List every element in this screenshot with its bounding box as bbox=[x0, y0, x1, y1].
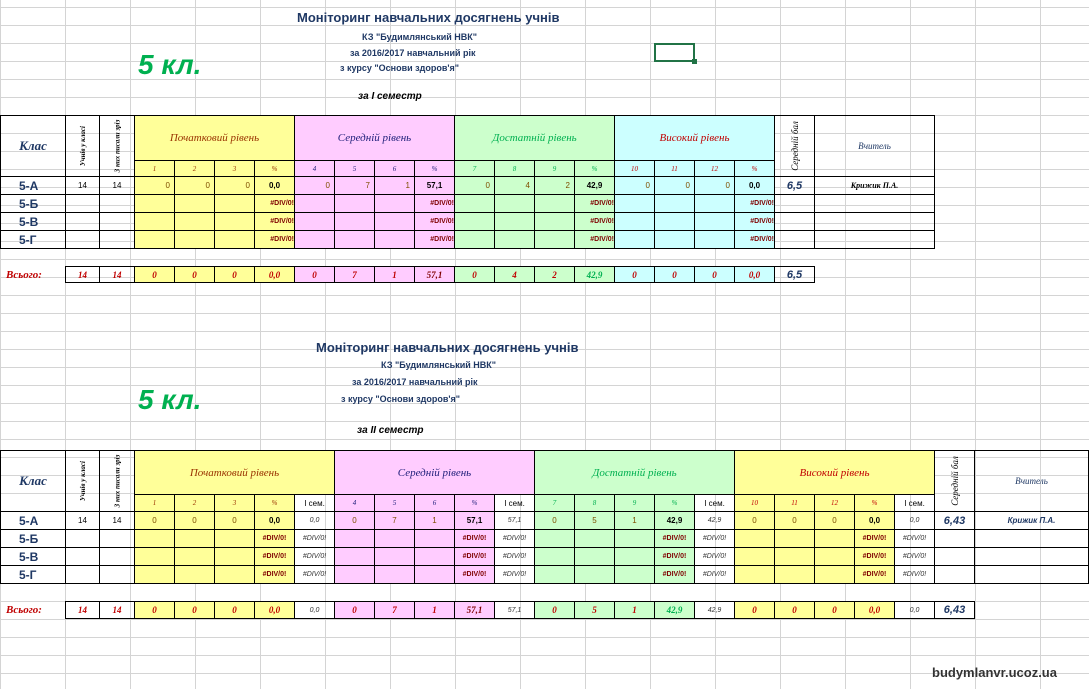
total-cell[interactable]: 0 bbox=[174, 601, 215, 619]
grade-col-header: 1 bbox=[134, 494, 175, 512]
data-cell[interactable] bbox=[614, 194, 655, 213]
data-cell[interactable] bbox=[814, 547, 855, 566]
cell-avg[interactable]: 6,43 bbox=[934, 511, 975, 530]
data-cell[interactable] bbox=[134, 547, 175, 566]
col-header-wrote: З них писали зріз bbox=[99, 450, 135, 512]
data-cell[interactable]: #DIV/0! bbox=[734, 230, 775, 249]
total-cell[interactable]: 0,0 bbox=[734, 266, 775, 283]
data-cell[interactable] bbox=[774, 547, 815, 566]
cell-students[interactable]: 14 bbox=[65, 176, 100, 195]
semester-label: за II семестр bbox=[357, 425, 424, 436]
data-cell[interactable]: #DIV/0! bbox=[734, 212, 775, 231]
data-cell[interactable] bbox=[374, 529, 415, 548]
data-cell[interactable]: #DIV/0! bbox=[894, 565, 935, 584]
level-header-initial: Початковий рівень bbox=[134, 115, 295, 161]
row-label-class: 5-Б bbox=[0, 194, 66, 213]
data-cell[interactable] bbox=[134, 212, 175, 231]
grade-col-header: 10 bbox=[614, 160, 655, 177]
grade-col-header: 5 bbox=[334, 160, 375, 177]
total-cell[interactable]: 0 bbox=[294, 266, 335, 283]
data-cell[interactable]: 0 bbox=[214, 176, 255, 195]
grade-col-header: 1 bbox=[134, 160, 175, 177]
total-cell[interactable]: 0 bbox=[214, 601, 255, 619]
data-cell[interactable]: 0 bbox=[774, 511, 815, 530]
data-cell[interactable]: #DIV/0! bbox=[854, 529, 895, 548]
total-cell[interactable]: 4 bbox=[494, 266, 535, 283]
cell-students[interactable] bbox=[65, 212, 100, 231]
cell-avg[interactable] bbox=[934, 547, 975, 566]
cell-teacher[interactable] bbox=[974, 529, 1089, 548]
total-cell[interactable]: 0 bbox=[614, 266, 655, 283]
col-header-class: Клас bbox=[0, 115, 66, 177]
level-header-high: Високий рівень bbox=[734, 450, 935, 495]
report-block-2 bbox=[0, 330, 1089, 630]
data-cell[interactable] bbox=[614, 212, 655, 231]
cell-students[interactable]: 14 bbox=[65, 511, 100, 530]
data-cell[interactable] bbox=[534, 212, 575, 231]
grade-col-header: І сем. bbox=[694, 494, 735, 512]
data-cell[interactable]: 57,1 bbox=[414, 176, 455, 195]
grade-col-header: % bbox=[734, 160, 775, 177]
data-cell[interactable] bbox=[134, 194, 175, 213]
data-cell[interactable]: 0,0 bbox=[734, 176, 775, 195]
data-cell[interactable]: 0 bbox=[214, 511, 255, 530]
col-header-avg: Середній бал bbox=[774, 115, 815, 177]
total-students[interactable]: 14 bbox=[65, 266, 100, 283]
data-cell[interactable] bbox=[534, 565, 575, 584]
total-cell[interactable]: 2 bbox=[534, 266, 575, 283]
course-name: з курсу "Основи здоров'я" bbox=[340, 63, 460, 73]
cell-teacher[interactable] bbox=[814, 212, 935, 231]
data-cell[interactable]: 0 bbox=[294, 176, 335, 195]
cell-wrote[interactable] bbox=[99, 529, 135, 548]
total-cell[interactable]: 0,0 bbox=[294, 601, 335, 619]
cell-wrote[interactable] bbox=[99, 212, 135, 231]
total-cell[interactable]: 1 bbox=[414, 601, 455, 619]
data-cell[interactable] bbox=[734, 547, 775, 566]
grade-col-header: % bbox=[654, 494, 695, 512]
data-cell[interactable]: #DIV/0! bbox=[254, 565, 295, 584]
level-header-high: Високий рівень bbox=[614, 115, 775, 161]
data-cell[interactable] bbox=[534, 230, 575, 249]
data-cell[interactable]: 1 bbox=[614, 511, 655, 530]
total-cell[interactable]: 57,1 bbox=[494, 601, 535, 619]
data-cell[interactable] bbox=[734, 529, 775, 548]
data-cell[interactable] bbox=[334, 212, 375, 231]
grade-col-header: % bbox=[574, 160, 615, 177]
grade-col-header: 3 bbox=[214, 494, 255, 512]
cell-avg[interactable] bbox=[774, 230, 815, 249]
data-cell[interactable] bbox=[614, 529, 655, 548]
data-cell[interactable]: #DIV/0! bbox=[494, 547, 535, 566]
data-cell[interactable]: 1 bbox=[374, 176, 415, 195]
data-cell[interactable] bbox=[294, 212, 335, 231]
data-cell[interactable]: #DIV/0! bbox=[254, 212, 295, 231]
data-cell[interactable]: #DIV/0! bbox=[854, 565, 895, 584]
level-header-initial: Початковий рівень bbox=[134, 450, 335, 495]
course-name: з курсу "Основи здоров'я" bbox=[341, 394, 461, 404]
data-cell[interactable]: 0 bbox=[134, 176, 175, 195]
data-cell[interactable] bbox=[574, 547, 615, 566]
data-cell[interactable] bbox=[334, 529, 375, 548]
grade-label: 5 кл. bbox=[138, 49, 202, 80]
data-cell[interactable] bbox=[374, 230, 415, 249]
row-label-class: 5-В bbox=[0, 212, 66, 231]
cell-teacher[interactable]: Крижик П.А. bbox=[814, 176, 935, 195]
cell-teacher[interactable] bbox=[814, 194, 935, 213]
cell-students[interactable] bbox=[65, 565, 100, 584]
data-cell[interactable] bbox=[454, 194, 495, 213]
total-cell[interactable]: 1 bbox=[614, 601, 655, 619]
cell-teacher[interactable] bbox=[974, 565, 1089, 584]
grade-col-header: 2 bbox=[174, 494, 215, 512]
data-cell[interactable] bbox=[374, 194, 415, 213]
total-cell[interactable]: 1 bbox=[374, 266, 415, 283]
grade-col-header: 3 bbox=[214, 160, 255, 177]
cell-avg[interactable] bbox=[934, 529, 975, 548]
grade-col-header: 11 bbox=[654, 160, 695, 177]
grade-col-header: 11 bbox=[774, 494, 815, 512]
grade-col-header: 8 bbox=[574, 494, 615, 512]
total-cell[interactable]: 0,0 bbox=[254, 601, 295, 619]
data-cell[interactable]: #DIV/0! bbox=[574, 230, 615, 249]
total-avg[interactable]: 6,5 bbox=[774, 266, 815, 283]
total-label: Всього: bbox=[6, 268, 42, 281]
data-cell[interactable] bbox=[174, 230, 215, 249]
data-cell[interactable]: 0 bbox=[614, 176, 655, 195]
data-cell[interactable] bbox=[134, 529, 175, 548]
data-cell[interactable] bbox=[654, 194, 695, 213]
data-cell[interactable] bbox=[214, 529, 255, 548]
data-cell[interactable]: #DIV/0! bbox=[574, 212, 615, 231]
data-cell[interactable] bbox=[334, 547, 375, 566]
data-cell[interactable] bbox=[174, 212, 215, 231]
data-cell[interactable] bbox=[454, 230, 495, 249]
total-cell[interactable]: 57,1 bbox=[414, 266, 455, 283]
data-cell[interactable] bbox=[454, 212, 495, 231]
data-cell[interactable]: 0 bbox=[174, 176, 215, 195]
grade-col-header: 6 bbox=[414, 494, 455, 512]
col-header-students: Учнів у класі bbox=[65, 115, 100, 177]
data-cell[interactable]: 0 bbox=[694, 176, 735, 195]
school-year: за 2016/2017 навчальний рік bbox=[350, 48, 476, 58]
data-cell[interactable] bbox=[534, 547, 575, 566]
grade-col-header: % bbox=[454, 494, 495, 512]
grade-col-header: 12 bbox=[814, 494, 855, 512]
grade-col-header: 12 bbox=[694, 160, 735, 177]
data-cell[interactable]: 1 bbox=[414, 511, 455, 530]
data-cell[interactable] bbox=[614, 230, 655, 249]
col-header-students: Учнів у класі bbox=[65, 450, 100, 512]
data-cell[interactable]: #DIV/0! bbox=[894, 547, 935, 566]
data-cell[interactable] bbox=[174, 194, 215, 213]
data-cell[interactable] bbox=[534, 529, 575, 548]
data-cell[interactable] bbox=[214, 194, 255, 213]
total-cell[interactable]: 7 bbox=[374, 601, 415, 619]
data-cell[interactable] bbox=[494, 230, 535, 249]
data-cell[interactable]: 0,0 bbox=[894, 511, 935, 530]
data-cell[interactable]: 42,9 bbox=[654, 511, 695, 530]
total-cell[interactable]: 0 bbox=[534, 601, 575, 619]
data-cell[interactable] bbox=[134, 230, 175, 249]
data-cell[interactable]: #DIV/0! bbox=[254, 529, 295, 548]
col-header-wrote: З них писали зріз bbox=[99, 115, 135, 177]
data-cell[interactable] bbox=[494, 212, 535, 231]
data-cell[interactable] bbox=[654, 212, 695, 231]
total-cell[interactable]: 0 bbox=[814, 601, 855, 619]
data-cell[interactable]: 4 bbox=[494, 176, 535, 195]
data-cell[interactable]: 0 bbox=[654, 176, 695, 195]
data-cell[interactable] bbox=[534, 194, 575, 213]
total-cell[interactable]: 0,0 bbox=[254, 266, 295, 283]
data-cell[interactable] bbox=[214, 212, 255, 231]
data-cell[interactable]: 0,0 bbox=[254, 511, 295, 530]
total-avg[interactable]: 6,43 bbox=[934, 601, 975, 619]
data-cell[interactable] bbox=[734, 565, 775, 584]
data-cell[interactable]: #DIV/0! bbox=[454, 547, 495, 566]
grade-col-header: 7 bbox=[534, 494, 575, 512]
data-cell[interactable] bbox=[654, 230, 695, 249]
total-cell[interactable]: 57,1 bbox=[454, 601, 495, 619]
data-cell[interactable]: #DIV/0! bbox=[894, 529, 935, 548]
grade-col-header: 4 bbox=[334, 494, 375, 512]
data-cell[interactable]: #DIV/0! bbox=[254, 194, 295, 213]
school-name: КЗ "Будимлянський НВК" bbox=[362, 32, 478, 42]
data-cell[interactable]: 42,9 bbox=[574, 176, 615, 195]
report-block-1 bbox=[0, 0, 1089, 290]
data-cell[interactable] bbox=[614, 547, 655, 566]
cell-teacher[interactable]: Крижик П.А. bbox=[974, 511, 1089, 530]
data-cell[interactable]: #DIV/0! bbox=[494, 529, 535, 548]
data-cell[interactable]: #DIV/0! bbox=[654, 529, 695, 548]
school-year: за 2016/2017 навчальний рік bbox=[352, 377, 478, 387]
total-cell[interactable]: 5 bbox=[574, 601, 615, 619]
data-cell[interactable] bbox=[694, 212, 735, 231]
data-cell[interactable] bbox=[774, 529, 815, 548]
data-cell[interactable]: 0 bbox=[814, 511, 855, 530]
data-cell[interactable]: #DIV/0! bbox=[414, 230, 455, 249]
data-cell[interactable] bbox=[374, 547, 415, 566]
data-cell[interactable]: 0 bbox=[534, 511, 575, 530]
grade-col-header: 4 bbox=[294, 160, 335, 177]
col-header-teacher: Вчитель bbox=[814, 115, 935, 177]
data-cell[interactable]: 7 bbox=[334, 176, 375, 195]
data-cell[interactable] bbox=[214, 565, 255, 584]
data-cell[interactable]: #DIV/0! bbox=[734, 194, 775, 213]
data-cell[interactable]: #DIV/0! bbox=[294, 565, 335, 584]
data-cell[interactable] bbox=[694, 230, 735, 249]
total-label: Всього: bbox=[6, 604, 42, 616]
total-cell[interactable]: 0 bbox=[174, 266, 215, 283]
data-cell[interactable] bbox=[574, 529, 615, 548]
data-cell[interactable] bbox=[814, 565, 855, 584]
total-cell[interactable]: 42,9 bbox=[574, 266, 615, 283]
total-students[interactable]: 14 bbox=[65, 601, 100, 619]
total-cell[interactable]: 0 bbox=[734, 601, 775, 619]
data-cell[interactable] bbox=[374, 565, 415, 584]
data-cell[interactable] bbox=[294, 230, 335, 249]
grade-col-header: 10 bbox=[734, 494, 775, 512]
data-cell[interactable] bbox=[214, 230, 255, 249]
cell-students[interactable] bbox=[65, 547, 100, 566]
data-cell[interactable]: #DIV/0! bbox=[454, 529, 495, 548]
level-header-medium: Середній рівень bbox=[334, 450, 535, 495]
total-cell[interactable]: 0 bbox=[214, 266, 255, 283]
total-cell[interactable]: 0 bbox=[454, 266, 495, 283]
data-cell[interactable] bbox=[774, 565, 815, 584]
data-cell[interactable]: #DIV/0! bbox=[454, 565, 495, 584]
total-cell[interactable]: 0 bbox=[694, 266, 735, 283]
grade-col-header: % bbox=[414, 160, 455, 177]
total-cell[interactable]: 0 bbox=[334, 601, 375, 619]
data-cell[interactable]: #DIV/0! bbox=[574, 194, 615, 213]
grade-col-header: 6 bbox=[374, 160, 415, 177]
data-cell[interactable] bbox=[174, 565, 215, 584]
data-cell[interactable] bbox=[374, 212, 415, 231]
data-cell[interactable]: 57,1 bbox=[494, 511, 535, 530]
data-cell[interactable]: 42,9 bbox=[694, 511, 735, 530]
row-label-class: 5-Г bbox=[0, 230, 66, 249]
school-name: КЗ "Будимлянський НВК" bbox=[381, 360, 497, 370]
row-label-class: 5-В bbox=[0, 547, 66, 566]
data-cell[interactable]: #DIV/0! bbox=[694, 565, 735, 584]
grade-col-header: 7 bbox=[454, 160, 495, 177]
data-cell[interactable]: #DIV/0! bbox=[654, 547, 695, 566]
cell-students[interactable] bbox=[65, 194, 100, 213]
total-cell[interactable]: 0,0 bbox=[854, 601, 895, 619]
data-cell[interactable] bbox=[334, 194, 375, 213]
cell-avg[interactable] bbox=[774, 212, 815, 231]
level-header-sufficient: Достатній рівень bbox=[454, 115, 615, 161]
total-cell[interactable]: 0,0 bbox=[894, 601, 935, 619]
cell-teacher[interactable] bbox=[974, 547, 1089, 566]
data-cell[interactable] bbox=[414, 565, 455, 584]
row-label-class: 5-А bbox=[0, 176, 66, 195]
total-cell[interactable]: 7 bbox=[334, 266, 375, 283]
cell-teacher[interactable] bbox=[814, 230, 935, 249]
data-cell[interactable]: #DIV/0! bbox=[294, 529, 335, 548]
total-wrote[interactable]: 14 bbox=[99, 266, 135, 283]
data-cell[interactable] bbox=[574, 565, 615, 584]
data-cell[interactable]: 0,0 bbox=[254, 176, 295, 195]
grade-col-header: 2 bbox=[174, 160, 215, 177]
data-cell[interactable] bbox=[214, 547, 255, 566]
selected-cell[interactable] bbox=[654, 43, 695, 62]
total-cell[interactable]: 0 bbox=[774, 601, 815, 619]
total-wrote[interactable]: 14 bbox=[99, 601, 135, 619]
data-cell[interactable] bbox=[294, 194, 335, 213]
col-header-class: Клас bbox=[0, 450, 66, 512]
data-cell[interactable] bbox=[694, 194, 735, 213]
grade-col-header: І сем. bbox=[494, 494, 535, 512]
data-cell[interactable]: 0 bbox=[734, 511, 775, 530]
data-cell[interactable]: 0,0 bbox=[854, 511, 895, 530]
data-cell[interactable] bbox=[334, 565, 375, 584]
data-cell[interactable] bbox=[414, 547, 455, 566]
cell-wrote[interactable]: 14 bbox=[99, 176, 135, 195]
data-cell[interactable] bbox=[174, 529, 215, 548]
data-cell[interactable]: #DIV/0! bbox=[494, 565, 535, 584]
data-cell[interactable]: #DIV/0! bbox=[654, 565, 695, 584]
row-label-class: 5-Г bbox=[0, 565, 66, 584]
cell-wrote[interactable]: 14 bbox=[99, 511, 135, 530]
grade-label: 5 кл. bbox=[138, 384, 202, 415]
cell-avg[interactable] bbox=[934, 565, 975, 584]
data-cell[interactable] bbox=[174, 547, 215, 566]
data-cell[interactable]: 7 bbox=[374, 511, 415, 530]
grade-col-header: 5 bbox=[374, 494, 415, 512]
cell-avg[interactable]: 6,5 bbox=[774, 176, 815, 195]
grade-col-header: 9 bbox=[534, 160, 575, 177]
data-cell[interactable]: #DIV/0! bbox=[694, 529, 735, 548]
data-cell[interactable]: #DIV/0! bbox=[414, 194, 455, 213]
grade-col-header: І сем. bbox=[894, 494, 935, 512]
data-cell[interactable]: 57,1 bbox=[454, 511, 495, 530]
data-cell[interactable]: 0 bbox=[134, 511, 175, 530]
data-cell[interactable] bbox=[414, 529, 455, 548]
data-cell[interactable] bbox=[494, 194, 535, 213]
total-cell[interactable]: 0 bbox=[134, 601, 175, 619]
grade-col-header: % bbox=[854, 494, 895, 512]
data-cell[interactable]: 2 bbox=[534, 176, 575, 195]
data-cell[interactable]: 0,0 bbox=[294, 511, 335, 530]
total-cell[interactable]: 0 bbox=[654, 266, 695, 283]
cell-wrote[interactable] bbox=[99, 230, 135, 249]
cell-wrote[interactable] bbox=[99, 194, 135, 213]
data-cell[interactable]: 0 bbox=[334, 511, 375, 530]
data-cell[interactable] bbox=[134, 565, 175, 584]
data-cell[interactable]: #DIV/0! bbox=[694, 547, 735, 566]
row-label-class: 5-Б bbox=[0, 529, 66, 548]
report-title: Моніторинг навчальних досягнень учнів bbox=[297, 10, 560, 25]
grade-col-header: 8 bbox=[494, 160, 535, 177]
data-cell[interactable]: #DIV/0! bbox=[854, 547, 895, 566]
data-cell[interactable]: 0 bbox=[174, 511, 215, 530]
watermark: budymlanvr.ucoz.ua bbox=[932, 665, 1057, 680]
data-cell[interactable]: 0 bbox=[454, 176, 495, 195]
semester-label: за I семестр bbox=[358, 91, 422, 102]
data-cell[interactable] bbox=[614, 565, 655, 584]
cell-wrote[interactable] bbox=[99, 547, 135, 566]
grade-col-header: І сем. bbox=[294, 494, 335, 512]
cell-avg[interactable] bbox=[774, 194, 815, 213]
level-header-medium: Середній рівень bbox=[294, 115, 455, 161]
cell-students[interactable] bbox=[65, 529, 100, 548]
data-cell[interactable]: #DIV/0! bbox=[254, 547, 295, 566]
total-cell[interactable]: 0 bbox=[134, 266, 175, 283]
level-header-sufficient: Достатній рівень bbox=[534, 450, 735, 495]
data-cell[interactable] bbox=[814, 529, 855, 548]
data-cell[interactable]: #DIV/0! bbox=[294, 547, 335, 566]
grade-col-header: 9 bbox=[614, 494, 655, 512]
cell-wrote[interactable] bbox=[99, 565, 135, 584]
data-cell[interactable]: #DIV/0! bbox=[254, 230, 295, 249]
report-title: Моніторинг навчальних досягнень учнів bbox=[316, 340, 579, 355]
grade-col-header: % bbox=[254, 494, 295, 512]
col-header-avg: Середній бал bbox=[934, 450, 975, 512]
total-cell[interactable]: 42,9 bbox=[694, 601, 735, 619]
data-cell[interactable]: 5 bbox=[574, 511, 615, 530]
data-cell[interactable]: #DIV/0! bbox=[414, 212, 455, 231]
col-header-teacher: Вчитель bbox=[974, 450, 1089, 512]
grade-col-header: % bbox=[254, 160, 295, 177]
row-label-class: 5-А bbox=[0, 511, 66, 530]
data-cell[interactable] bbox=[334, 230, 375, 249]
total-cell[interactable]: 42,9 bbox=[654, 601, 695, 619]
cell-students[interactable] bbox=[65, 230, 100, 249]
